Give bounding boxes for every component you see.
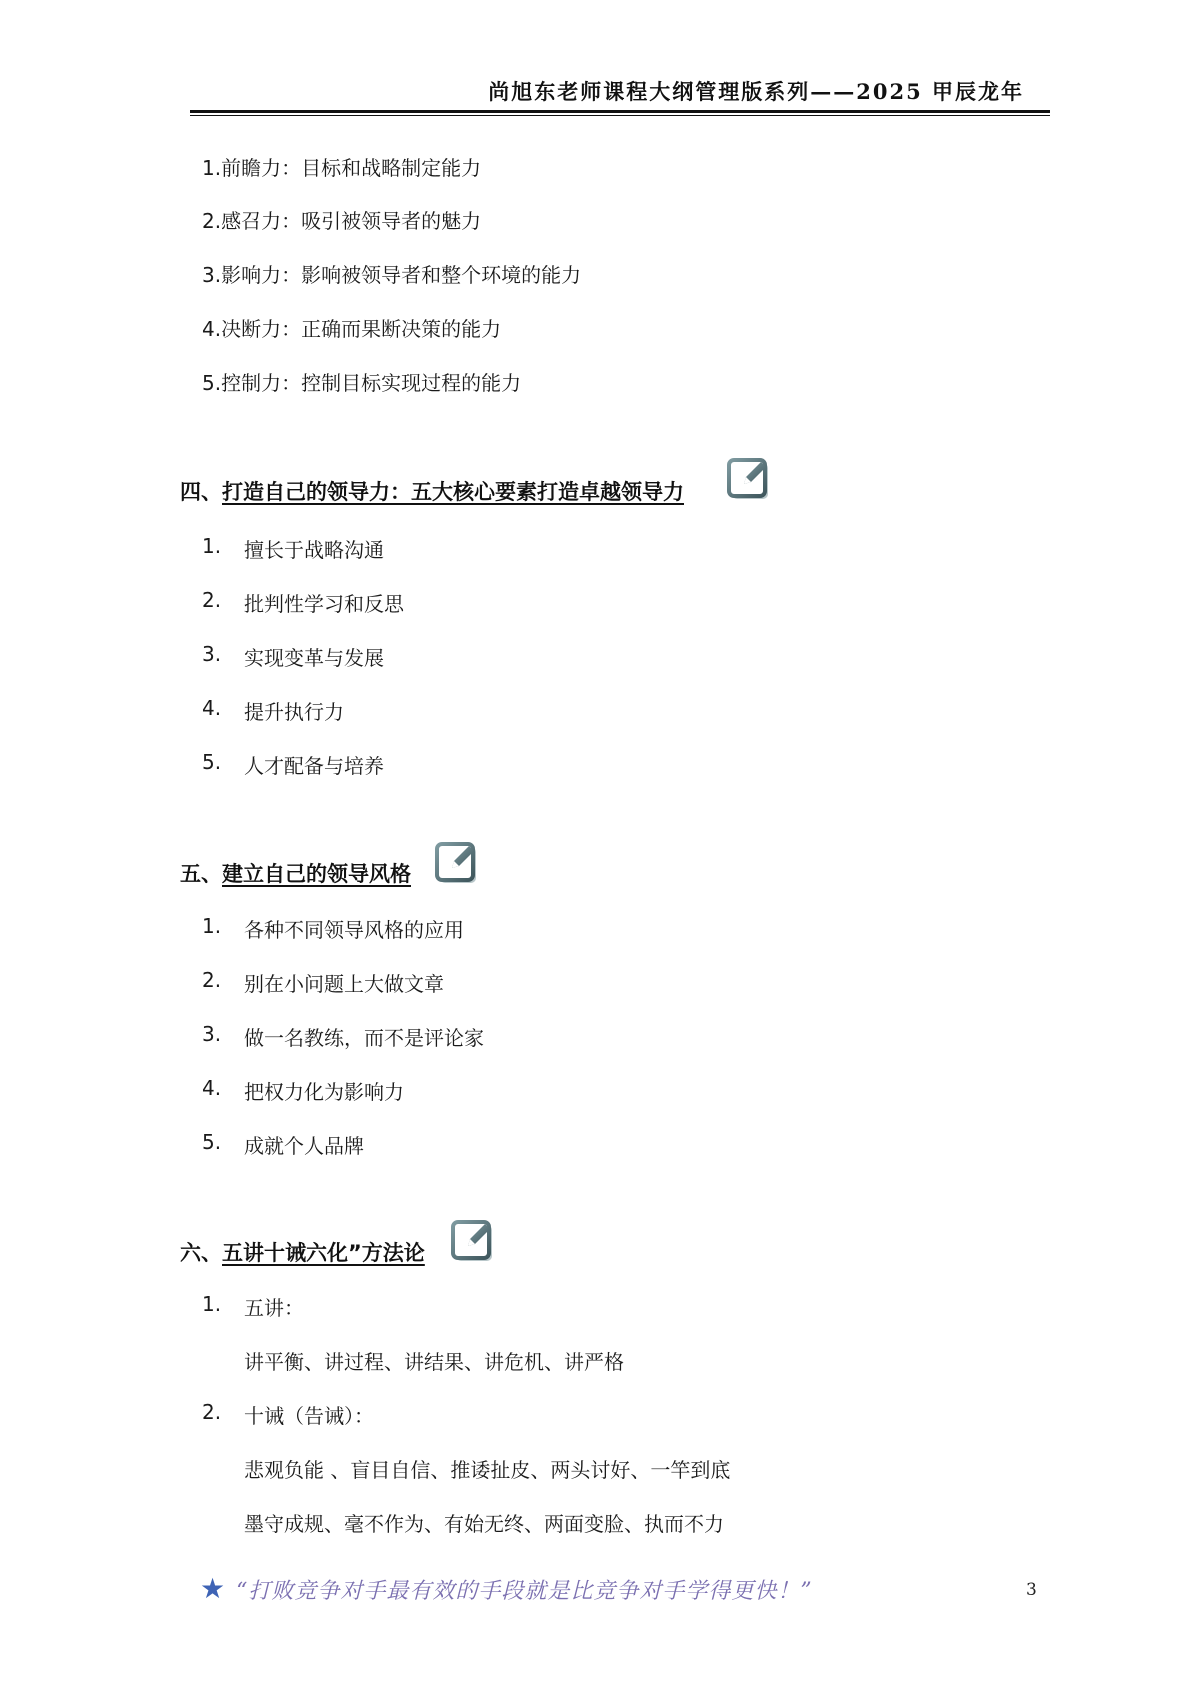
section-number: 四、	[180, 480, 222, 504]
list-item-number: 5.	[202, 750, 222, 774]
list-item-text: 做一名教练，而不是评论家	[244, 1026, 484, 1050]
list-item-text: 1.前瞻力：目标和战略制定能力	[202, 156, 482, 180]
list-item-text: 成就个人品牌	[244, 1134, 364, 1158]
edit-note-icon	[726, 454, 772, 500]
section-number: 六、	[180, 1241, 222, 1265]
list-item-text: 批判性学习和反思	[244, 592, 404, 616]
list-item-text: 各种不同领导风格的应用	[244, 918, 464, 942]
section-number: 五、	[180, 862, 222, 886]
list-item	[202, 152, 481, 181]
list-item-text: 把权力化为影响力	[244, 1080, 404, 1104]
list-item-number: 4.	[202, 696, 222, 720]
page-number: 3	[1026, 1580, 1037, 1600]
list-item-text: 十诫（告诫）：	[244, 1404, 374, 1428]
list-item-text: 别在小问题上大做文章	[244, 972, 444, 996]
list-item-text: 2.感召力：吸引被领导者的魅力	[202, 209, 482, 233]
list-item-text: 3.影响力：影响被领导者和整个环境的能力	[202, 263, 582, 287]
list-item-text: 擅长于战略沟通	[244, 538, 384, 562]
footer-quote-text: “打败竞争对手最有效的手段就是比竞争对手学得更快！”	[236, 1579, 813, 1604]
header-rule-thin	[190, 115, 1050, 116]
section-title: 五讲十诫六化”方法论	[222, 1241, 425, 1265]
star-icon: ★	[200, 1572, 227, 1605]
list-item-text: 人才配备与培养	[244, 754, 384, 778]
list-item-number: 1.	[202, 534, 222, 558]
section-heading-6	[180, 1237, 425, 1267]
edit-note-icon	[434, 838, 480, 884]
list-item-number: 2.	[202, 1400, 222, 1424]
list-item-number: 1.	[202, 1292, 222, 1316]
list-item-number: 1.	[202, 914, 222, 938]
list-item-detail: 讲平衡、讲过程、讲结果、讲危机、讲严格	[244, 1350, 624, 1374]
section-title: 建立自己的领导风格	[222, 862, 411, 886]
list-item	[202, 367, 521, 396]
document-header-title: 尚旭东老师课程大纲管理版系列——2025 甲辰龙年	[488, 79, 1024, 104]
list-item-text: 实现变革与发展	[244, 646, 384, 670]
section-heading-4	[180, 476, 684, 506]
list-item-text: 提升执行力	[244, 700, 344, 724]
list-item-text: 五讲：	[244, 1296, 304, 1320]
list-item	[202, 313, 501, 342]
list-item-text: 5.控制力：控制目标实现过程的能力	[202, 371, 522, 395]
section-heading-5	[180, 858, 411, 888]
list-item-number: 3.	[202, 1022, 222, 1046]
list-item-number: 3.	[202, 642, 222, 666]
list-item-detail: 悲观负能 、盲目自信、推诿扯皮、两头讨好、一竿到底	[244, 1458, 731, 1482]
section-title: 打造自己的领导力：五大核心要素打造卓越领导力	[222, 480, 684, 504]
footer-quote	[200, 1572, 813, 1605]
list-item-number: 5.	[202, 1130, 222, 1154]
header-rule-thick	[190, 110, 1050, 113]
edit-note-icon	[450, 1216, 496, 1262]
list-item-number: 4.	[202, 1076, 222, 1100]
list-item	[202, 259, 581, 288]
list-item-text: 4.决断力：正确而果断决策的能力	[202, 317, 502, 341]
list-item-number: 2.	[202, 588, 222, 612]
list-item-detail: 墨守成规、毫不作为、有始无终、两面变脸、执而不力	[244, 1512, 724, 1536]
list-item-number: 2.	[202, 968, 222, 992]
list-item	[202, 205, 481, 234]
